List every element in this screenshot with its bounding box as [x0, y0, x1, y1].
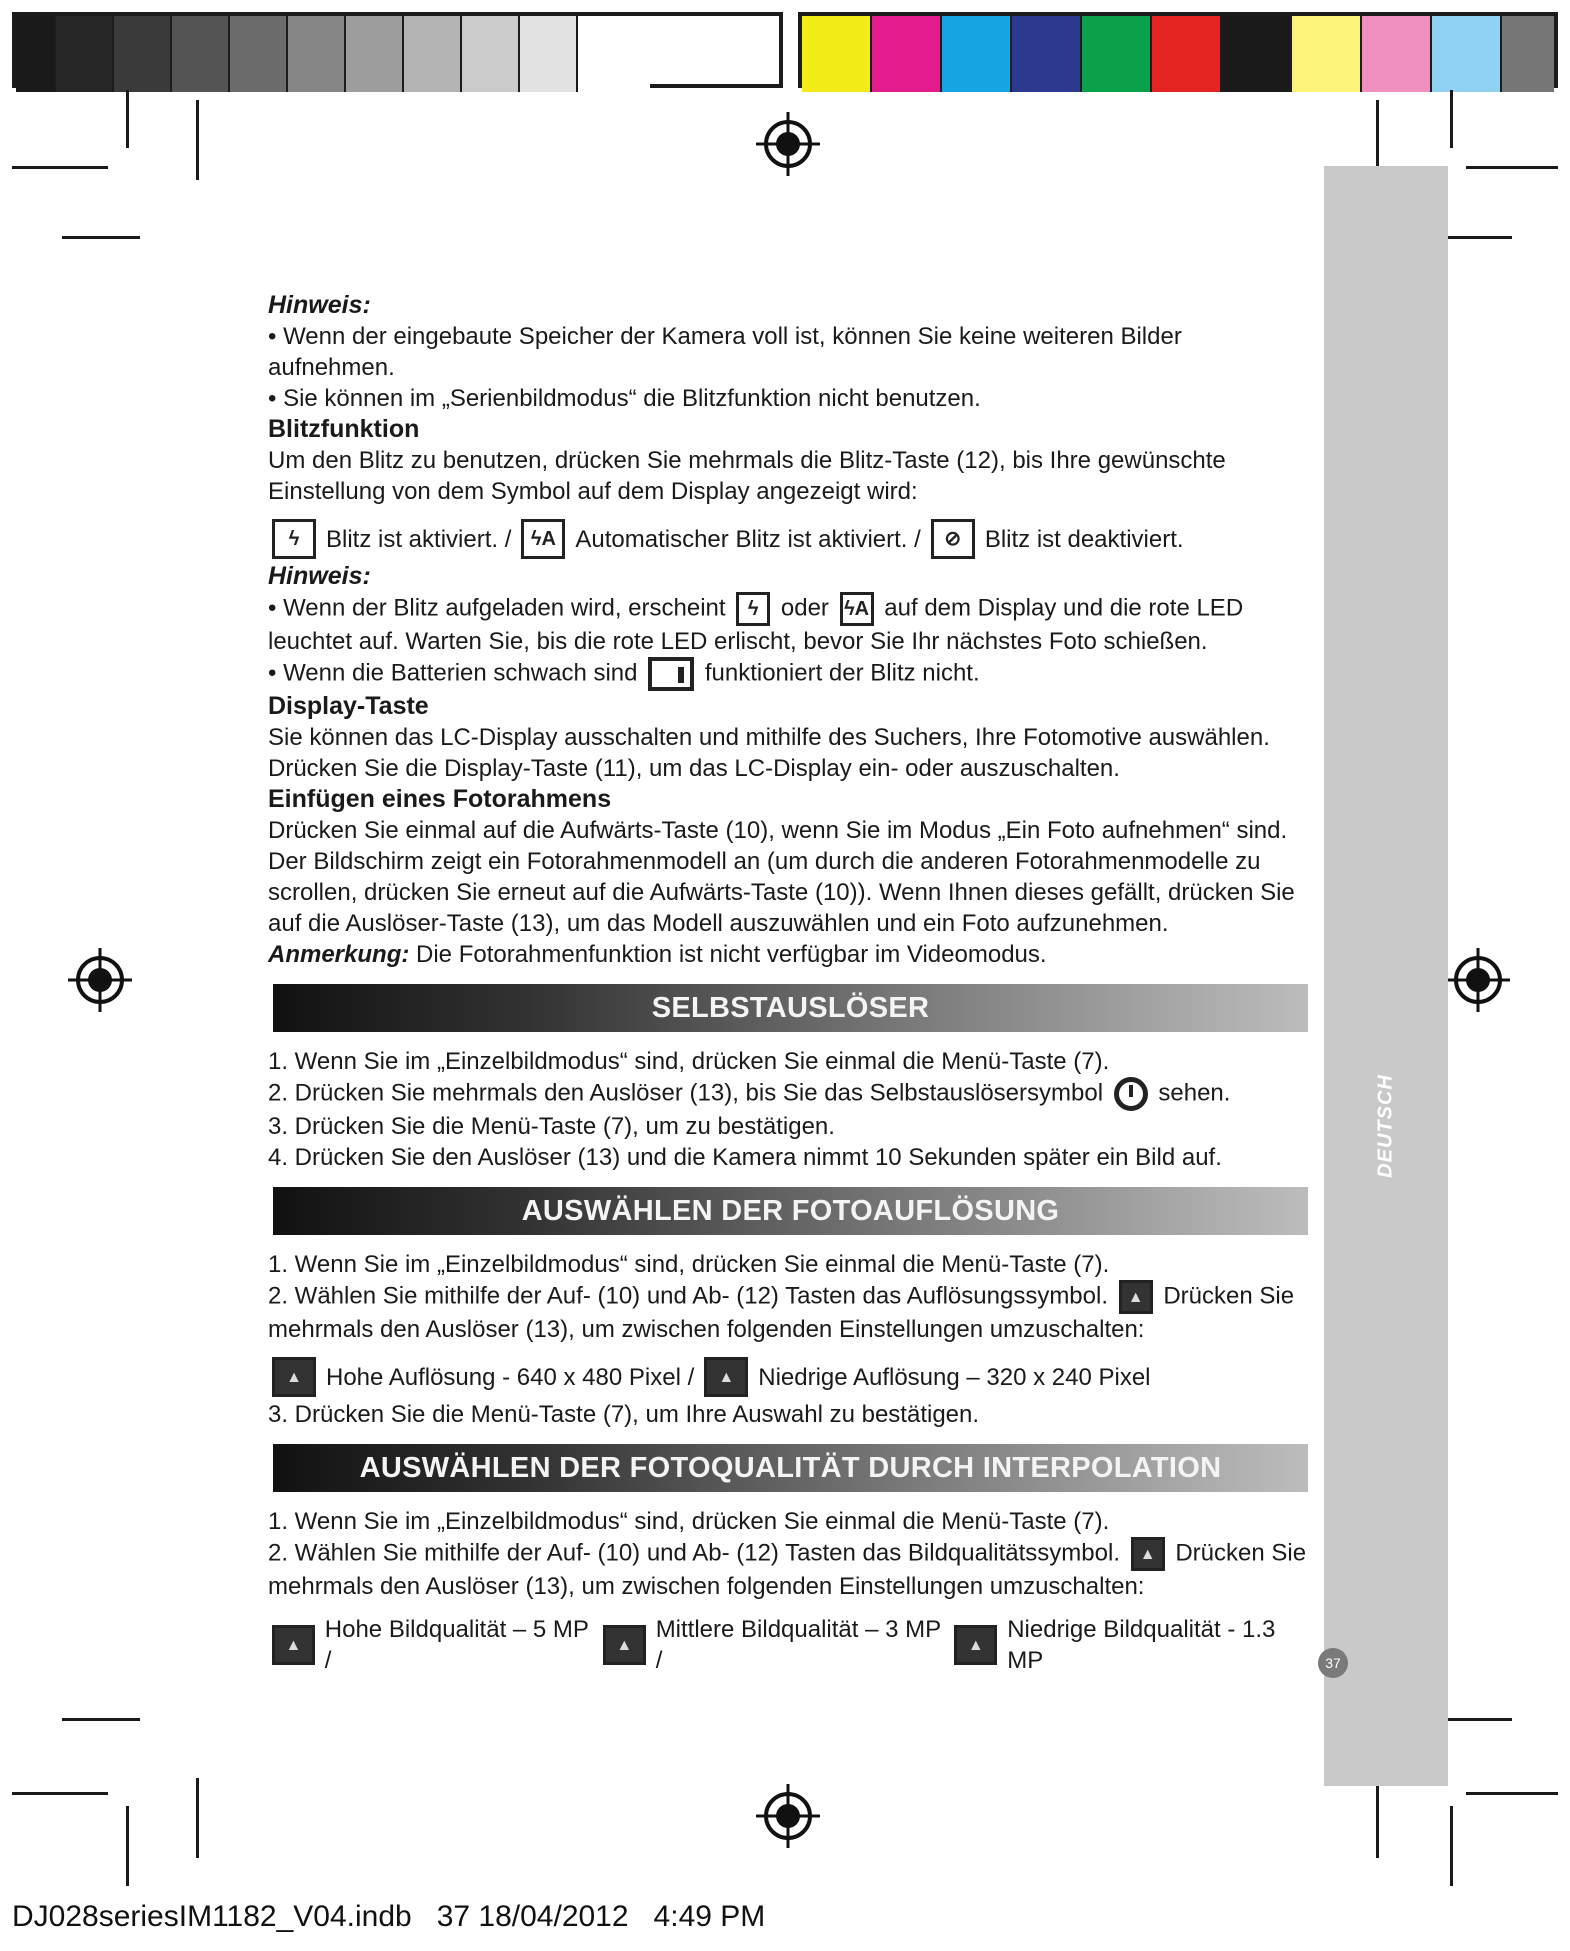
language-label: DEUTSCH — [1374, 1074, 1397, 1178]
note-item: • Wenn der eingebaute Speicher der Kamera voll ist, können Sie keine weiteren Bilder aufnehmen. — [268, 323, 1182, 381]
note-text: funktioniert der Blitz nicht. — [704, 659, 980, 687]
remark-text: Die Fotorahmenfunktion ist nicht verfügbar im Videomodus. — [409, 941, 1047, 968]
resolution-high-icon: ▲ — [272, 1357, 316, 1397]
section-title-display: Display-Taste — [268, 692, 429, 720]
flash-off-icon: ⊘ — [931, 519, 975, 559]
quality-mid-icon: ▲ — [603, 1625, 646, 1665]
crop-mark — [12, 166, 108, 169]
section-heading-quality: AUSWÄHLEN DER FOTOQUALITÄT DURCH INTERPOLATION — [273, 1444, 1308, 1492]
frame-text: Drücken Sie einmal auf die Aufwärts-Taste (10), wenn Sie im Modus „Ein Foto aufnehmen“ sind. Der Bildschirm zeigt ein Fotorahmenmodell an (um durch die anderen Fotorahmenmodelle zu scrollen, drücken Sie erneut auf die Aufwärts-Taste (10)). Wenn Ihnen dieses gefällt, drücken Sie auf die Auslöser-Taste (13), um das Modell auszuwählen und ein Foto aufzunehmen. — [268, 817, 1295, 937]
language-side-tab — [1324, 166, 1448, 1786]
step: 3. Drücken Sie die Menü-Taste (7), um zu bestätigen. — [268, 1113, 835, 1140]
crop-mark — [12, 1792, 108, 1795]
crop-mark — [196, 1778, 199, 1858]
flash-options — [268, 519, 1308, 559]
remark-label: Anmerkung: — [268, 941, 410, 968]
resolution-option-low: Niedrige Auflösung – 320 x 240 Pixel — [758, 1363, 1151, 1391]
quality-options — [268, 1614, 1308, 1676]
note-text: • Wenn die Batterien schwach sind — [268, 659, 638, 687]
quality-option-low: Niedrige Bildqualität - 1.3 MP — [1007, 1616, 1276, 1674]
flash-description: Um den Blitz zu benutzen, drücken Sie mehrmals die Blitz-Taste (12), bis Ihre gewünschte Einstellung von dem Symbol auf dem Display angezeigt wird: — [268, 447, 1226, 505]
quality-icon: ▲ — [1131, 1537, 1165, 1571]
note-text: auf dem Display und die rote LED leuchtet auf. Warten Sie, bis die rote LED erlischt, bevor Sie Ihr nächstes Foto schießen. — [268, 594, 1244, 655]
note-text: • Wenn der Blitz aufgeladen wird, erscheint — [268, 594, 726, 622]
note-item — [268, 657, 1308, 691]
step — [268, 1077, 1308, 1111]
note-text: oder — [780, 594, 829, 622]
print-slug: DJ028seriesIM1182_V04.indb 37 18/04/2012 4:49 PM — [12, 1900, 766, 1933]
crop-mark — [62, 236, 140, 239]
note-item: • Sie können im „Serienbildmodus“ die Blitzfunktion nicht benutzen. — [268, 385, 981, 412]
color-calibration-bar — [798, 12, 1558, 88]
note-title: Hinweis: — [268, 291, 371, 319]
step — [268, 1280, 1308, 1345]
flash-option-on: Blitz ist aktiviert. / — [326, 525, 512, 553]
crop-mark — [1450, 90, 1453, 148]
crop-mark — [196, 100, 199, 180]
grayscale-calibration-bar — [12, 12, 783, 88]
quality-high-icon: ▲ — [272, 1625, 315, 1665]
crop-mark — [126, 90, 129, 148]
step — [268, 1537, 1308, 1602]
quality-option-mid: Mittlere Bildqualität – 3 MP / — [655, 1616, 941, 1674]
section-heading-self-timer: SELBSTAUSLÖSER — [273, 984, 1308, 1032]
registration-mark-icon — [1446, 948, 1510, 1012]
step-text: 2. Wählen Sie mithilfe der Auf- (10) und Ab- (12) Tasten das Bildqualitätssymbol. — [268, 1539, 1120, 1567]
registration-mark-icon — [68, 948, 132, 1012]
resolution-icon: ▲ — [1119, 1280, 1153, 1314]
step-text: 2. Drücken Sie mehrmals den Auslöser (13), bis Sie das Selbstauslösersymbol — [268, 1079, 1104, 1107]
section-title-flash: Blitzfunktion — [268, 415, 420, 443]
step: 3. Drücken Sie die Menü-Taste (7), um Ihre Auswahl zu bestätigen. — [268, 1401, 980, 1428]
flash-option-off: Blitz ist deaktiviert. — [984, 525, 1184, 553]
quality-option-high: Hohe Bildqualität – 5 MP / — [324, 1616, 589, 1674]
manual-content — [268, 290, 1308, 1678]
section-title-frame: Einfügen eines Fotorahmens — [268, 785, 612, 813]
flash-auto-icon: ϟA — [521, 519, 565, 559]
flash-auto-icon: ϟA — [840, 592, 874, 626]
flash-option-auto: Automatischer Blitz ist aktiviert. / — [575, 525, 921, 553]
display-text: Drücken Sie die Display-Taste (11), um das LC-Display ein- oder auszuschalten. — [268, 755, 1120, 782]
battery-low-icon — [648, 657, 694, 691]
step-text: Drücken Sie mehrmals den Auslöser (13), um zwischen folgenden Einstellungen umzuschalten: — [268, 1539, 1307, 1600]
flash-on-icon: ϟ — [736, 592, 770, 626]
crop-mark — [1466, 166, 1558, 169]
step-text: Drücken Sie mehrmals den Auslöser (13), um zwischen folgenden Einstellungen umzuschalten: — [268, 1282, 1295, 1343]
step-text: sehen. — [1158, 1079, 1231, 1107]
note-title: Hinweis: — [268, 562, 371, 590]
step: 1. Wenn Sie im „Einzelbildmodus“ sind, drücken Sie einmal die Menü-Taste (7). — [268, 1048, 1110, 1075]
crop-mark — [126, 1806, 129, 1886]
crop-mark — [1450, 1806, 1453, 1886]
crop-mark — [1376, 1778, 1379, 1858]
frame-remark — [268, 939, 1308, 970]
step: 1. Wenn Sie im „Einzelbildmodus“ sind, drücken Sie einmal die Menü-Taste (7). — [268, 1251, 1110, 1278]
self-timer-icon — [1114, 1077, 1148, 1111]
resolution-options — [268, 1357, 1308, 1397]
registration-mark-icon — [756, 112, 820, 176]
display-text: Sie können das LC-Display ausschalten und mithilfe des Suchers, Ihre Fotomotive auswählen. — [268, 724, 1270, 751]
page-number: 37 — [1318, 1648, 1348, 1678]
section-heading-resolution: AUSWÄHLEN DER FOTOAUFLÖSUNG — [273, 1187, 1308, 1235]
quality-low-icon: ▲ — [954, 1625, 997, 1665]
step: 1. Wenn Sie im „Einzelbildmodus“ sind, drücken Sie einmal die Menü-Taste (7). — [268, 1508, 1110, 1535]
resolution-option-high: Hohe Auflösung - 640 x 480 Pixel / — [326, 1363, 695, 1391]
step-text: 2. Wählen Sie mithilfe der Auf- (10) und Ab- (12) Tasten das Auflösungssymbol. — [268, 1282, 1108, 1310]
flash-on-icon: ϟ — [272, 519, 316, 559]
note-item — [268, 592, 1308, 657]
resolution-low-icon: ▲ — [704, 1357, 748, 1397]
step: 4. Drücken Sie den Auslöser (13) und die Kamera nimmt 10 Sekunden später ein Bild auf. — [268, 1144, 1222, 1171]
crop-mark — [62, 1718, 140, 1721]
registration-mark-icon — [756, 1784, 820, 1848]
crop-mark — [1466, 1792, 1558, 1795]
